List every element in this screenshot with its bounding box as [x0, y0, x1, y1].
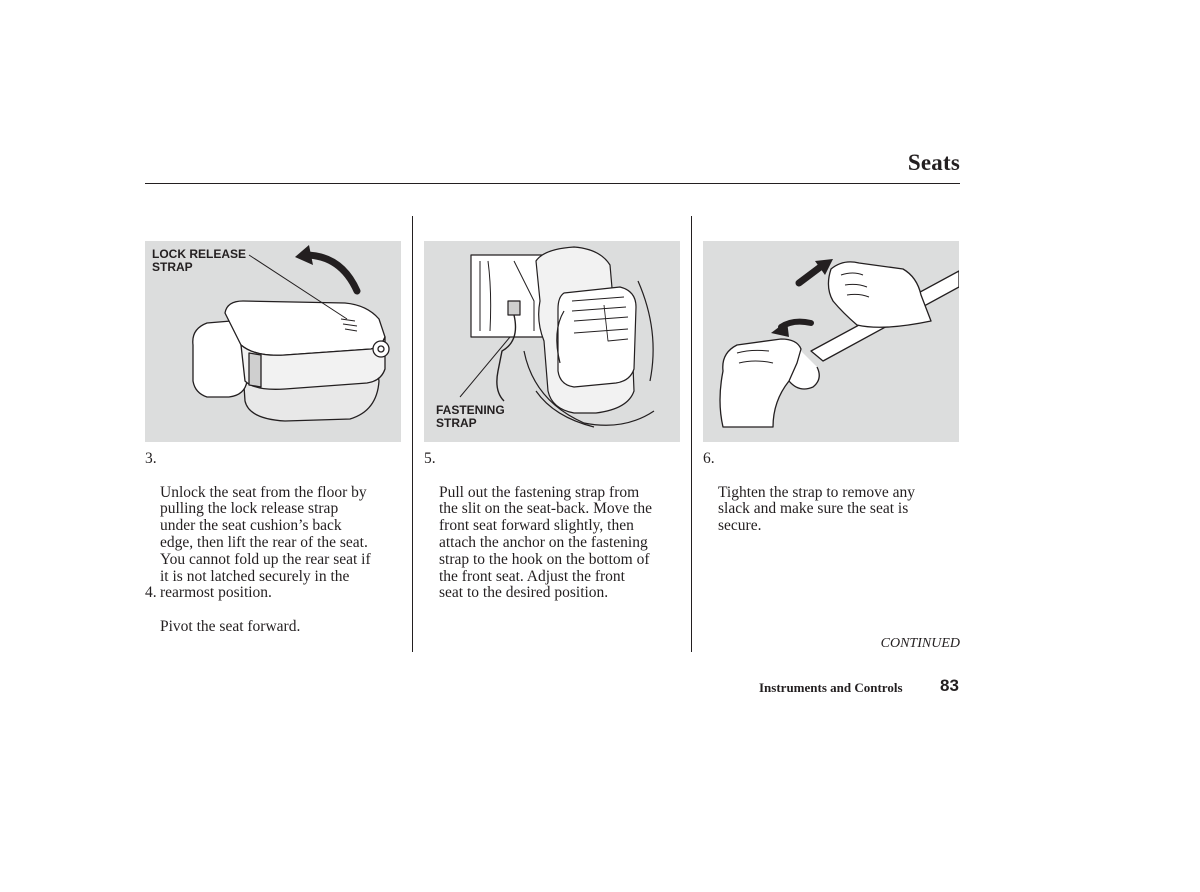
step-5	[424, 451, 652, 619]
figure-tighten-strap	[703, 241, 959, 442]
step-5-text: Pull out the fastening strap from the slit on the seat-back. Move the front seat forward slightly, then attach the anchor on the fastening strap to the hook on the bottom of the front seat. Adjust the front seat to the desired position.	[439, 483, 653, 602]
figure-lock-release-strap	[145, 241, 401, 442]
step-6-text: Tighten the strap to remove any slack and make sure the seat is secure.	[718, 483, 916, 535]
page-number: 83	[940, 676, 959, 695]
step-4-text: Pivot the seat forward.	[160, 617, 301, 635]
figure-fastening-strap	[424, 241, 680, 442]
callout-fastening-strap: FASTENING STRAP	[436, 403, 505, 430]
callout-lock-release-strap: LOCK RELEASE STRAP	[152, 247, 247, 274]
footer-section-label: Instruments and Controls	[759, 680, 903, 695]
column-divider-2	[691, 216, 692, 652]
header-rule	[145, 183, 960, 184]
continued-label: CONTINUED	[880, 636, 960, 651]
step-6-number: 6.	[703, 450, 715, 467]
step-5-number: 5.	[424, 450, 436, 467]
step-6	[703, 451, 915, 552]
step-3-text: Unlock the seat from the floor by pulling the lock release strap under the seat cushion’s back edge, then lift the rear of the seat. You cannot fold up the rear seat if it is not latched securely in the rearmost position.	[160, 483, 371, 602]
tighten-strap-illustration	[703, 241, 959, 442]
page-title: Seats	[907, 150, 960, 175]
step-4-number: 4.	[145, 584, 157, 601]
column-divider-1	[412, 216, 413, 652]
step-3-number: 3.	[145, 450, 157, 467]
step-4	[145, 585, 300, 652]
